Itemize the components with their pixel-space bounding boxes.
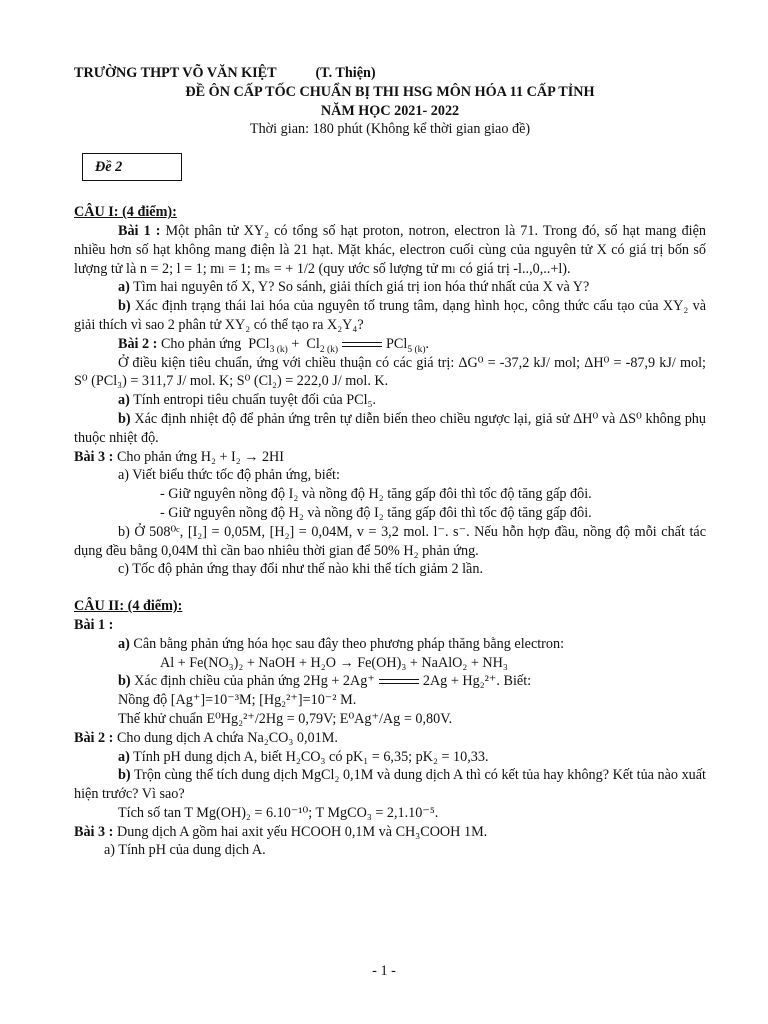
question-2-title: CÂU II: (4 điểm):: [74, 598, 183, 615]
q1-bai3-a1: - Giữ nguyên nồng độ I₂ và nồng độ H₂ tăng gấp đôi thì tốc độ tăng gấp đôi.: [160, 486, 592, 503]
q2-bai1-equation: Al + Fe(NO₃)₂ + NaOH + H₂O → Fe(OH)₃ + NaAlO₂ + NH₃: [160, 654, 508, 671]
school-line: [74, 64, 706, 83]
equilibrium-arrow-icon: [379, 677, 419, 687]
q2-bai1-a: a) Cân bằng phản ứng hóa học sau đây theo phương pháp thăng bằng electron:: [118, 635, 565, 652]
q1-bai3-a: a) Viết biểu thức tốc độ phản ứng, biết:: [118, 467, 340, 484]
q1-bai3-c: c) Tốc độ phản ứng thay đổi như thế nào khi thể tích giảm 2 lần.: [118, 561, 483, 578]
q1-bai2: Bài 2 : Cho phản ứng $PCl_{3 (k)} + Cl_{2 (k)}$ PCl$_{5 (k)}$.: [118, 335, 430, 355]
q1-bai1-a: a) Tìm hai nguyên tố X, Y? So sánh, giải thích giá trị ion hóa thứ nhất của X và Y?: [118, 279, 590, 296]
document-page: [74, 64, 706, 860]
q2-bai1-label: Bài 1 :: [74, 616, 114, 633]
q2-bai2: Bài 2 : Cho dung dịch A chứa Na₂CO₃ 0,01M.: [74, 729, 338, 746]
q2-bai2-a: a) Tính pH dung dịch A, biết H₂CO₃ có pK₁ = 6,35; pK₂ = 10,33.: [118, 748, 489, 765]
q1-bai1-b: b) Xác định trạng thái lai hóa của nguyên tố trung tâm, dạng hình học, công thức cấu tạo của XY₂ và giải thích vì sao 2 phân tử XY₂ có thể tạo ra X₂Y₄?: [74, 298, 707, 333]
q1-bai3-b: b) Ở 508⁰ᶜ, [I₂] = 0,05M, [H₂] = 0,04M, v = 3,2 mol. l⁻. s⁻. Nếu hỗn hợp đầu, nồng độ mỗi chất tác dụng đều bằng 0,04M thì cần bao nhiêu thời gian để 50% H₂ phản ứng.: [74, 523, 706, 559]
equilibrium-arrow-icon: [342, 340, 382, 350]
page-number: - 1 -: [372, 963, 396, 979]
q1-bai1: Bài 1 : Một phân tử XY₂ có tổng số hạt proton, notron, electron là 71. Trong đó, số hạt mang điện nhiều hơn số hạt không mang điện là 21 hạt. Mặt khác, electron cuối cùng của nguyên tử X có giá trị bốn số lượng tử là n = 2; l = 1; mₗ = 1; mₛ = + 1/2 (quy ước số lượng tử mₗ có giá trị -l..,0,..+l).: [74, 222, 706, 277]
exam-time: Thời gian: 180 phút (Không kể thời gian giao đề): [249, 121, 531, 138]
q2-bai2-b: b) Trộn cùng thể tích dung dịch MgCl₂ 0,1M và dung dịch A thì có kết tủa hay không? Kết tủa nào xuất hiện trước? Vì sao?: [74, 767, 707, 803]
exam-number: Đề 2: [95, 159, 123, 176]
exam-number-box: [82, 153, 182, 181]
q2-bai1-b: b) Xác định chiều của phản ứng 2Hg + 2Ag⁺ 2Ag + Hg₂²⁺. Biết:: [118, 673, 532, 690]
school-year: NĂM HỌC 2021- 2022: [320, 102, 460, 119]
q2-bai3: Bài 3 : Dung dịch A gồm hai axit yếu HCOOH 0,1M và CH₃COOH 1M.: [74, 823, 488, 840]
q2-bai1-b2: Thế khử chuẩn E⁰Hg₂²⁺/2Hg = 0,79V; E⁰Ag⁺/Ag = 0,80V.: [118, 710, 453, 727]
q2-bai3-a: a) Tính pH của dung dịch A.: [104, 842, 266, 859]
q2-bai2-t: Tích số tan T Mg(OH)₂ = 6.10⁻¹⁰; T MgCO₃ = 2,1.10⁻⁵.: [118, 804, 439, 821]
q2-bai1-b1: Nồng độ [Ag⁺]=10⁻³M; [Hg₂²⁺]=10⁻² M.: [118, 692, 357, 709]
q1-bai3: Bài 3 : Cho phản ứng H₂ + I₂ → 2HI: [74, 448, 285, 465]
exam-title: ĐỀ ÔN CẤP TỐC CHUẨN BỊ THI HSG MÔN HÓA 11 CẤP TỈNH: [185, 83, 595, 100]
author-name: (T. Thiện): [315, 65, 376, 81]
question-1-title: CÂU I: (4 điểm):: [74, 204, 177, 221]
q1-bai3-a2: - Giữ nguyên nồng độ H₂ và nồng độ I₂ tăng gấp đôi thì tốc độ tăng gấp đôi.: [160, 504, 592, 521]
q1-bai2-text: Ở điều kiện tiêu chuẩn, ứng với chiều thuận có các giá trị: ΔG⁰ = -37,2 kJ/ mol; ΔH⁰ = -87,9 kJ/ mol; S⁰ (PCl₃) = 311,7 J/ mol. K; S⁰ (Cl₂) = 222,0 J/ mol. K.: [74, 354, 706, 390]
q1-bai2-b: b) Xác định nhiệt độ để phản ứng trên tự diễn biến theo chiều ngược lại, giả sử ΔH⁰ và ΔS⁰ không phụ thuộc nhiệt độ.: [74, 410, 706, 446]
school-name: TRƯỜNG THPT VÕ VĂN KIỆT: [74, 65, 277, 81]
q1-bai2-a: a) Tính entropi tiêu chuẩn tuyệt đối của PCl₅.: [118, 392, 377, 409]
